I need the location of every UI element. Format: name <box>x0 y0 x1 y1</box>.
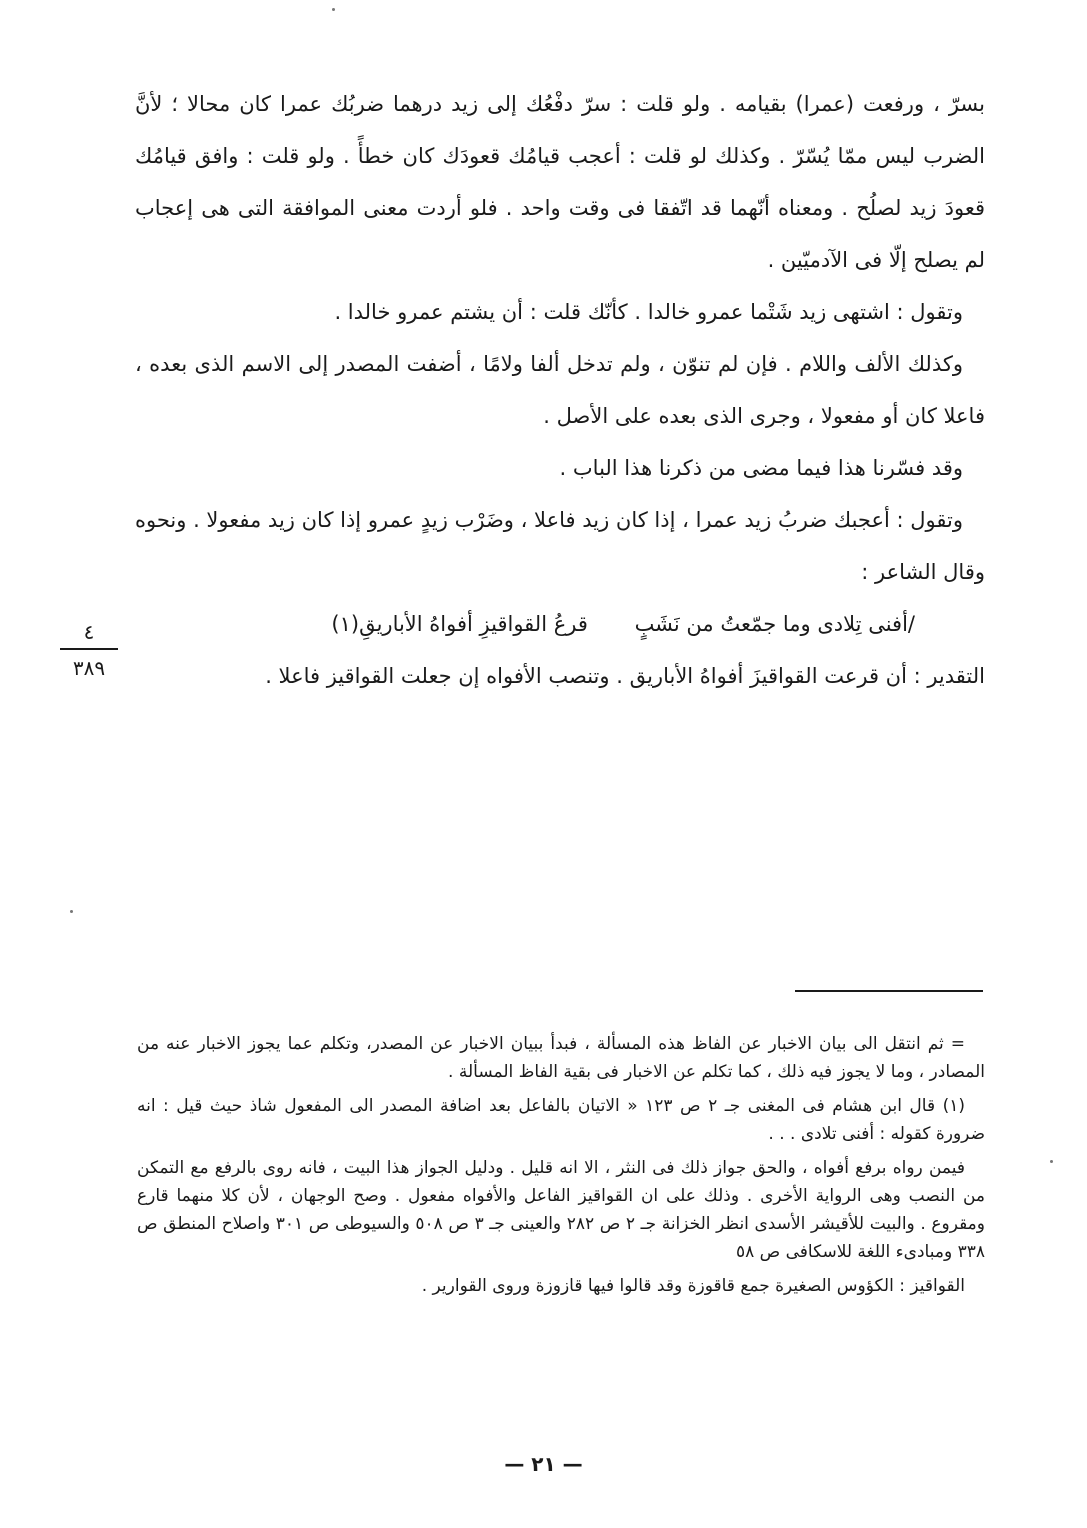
footnote: فيمن رواه برفع أفواه ، والحق جواز ذلك فى النثر ، الا انه قليل . ودليل الجواز هذا البيت ، فانه روى بالرفع مع التمكن من النصب وهى الرواية الأخرى . وذلك على ان القواقيز الفاعل والأفواه مفعول . وصح الوجهان ، لأن كلا منهما قارع ومقروع . والبيت للأقيشر الأسدى انظر الخزانة جـ ٢ ص ٢٨٢ والعينى جـ ٣ ص ٥٠٨ والسيوطى ص ٣٠١ واصلاح المنطق ص ٣٣٨ ومبادىء اللغة للاسكافى ص ٥٨ <box>137 1158 985 1262</box>
footnote: القواقيز : الكؤوس الصغيرة جمع قاقوزة وقد قالوا فيها قازوزة وروى القوارير . <box>421 1276 965 1296</box>
verse-second-hemistich: قرعُ القواقيزِ أفواهُ الأباريقِ(١) <box>331 612 588 636</box>
poetry-verse <box>135 598 985 650</box>
page-number: — ٢١ — <box>504 1452 583 1476</box>
scan-speck <box>1050 1160 1053 1163</box>
main-paragraph: وكذلك الألف واللام . فإن لم تنوّن ، ولم تدخل ألفا ولامًا ، أضفت المصدر إلى الاسم الذى بعده ، فاعلا كان أو مفعولا ، وجرى الذى بعده على الأصل . <box>135 352 985 428</box>
main-paragraph: وتقول : اشتهى زيد شَتْما عمرو خالدا . كأنّك قلت : أن يشتم عمرو خالدا . <box>334 300 963 324</box>
margin-reference <box>60 620 118 680</box>
footnotes <box>137 1030 985 1306</box>
main-paragraph: وقد فسّرنا هذا فيما مضى من ذكرنا هذا الباب . <box>559 456 963 480</box>
footnote: (١) قال ابن هشام فى المغنى جـ ٢ ص ١٢٣ « الاتيان بالفاعل بعد اضافة المصدر الى المفعول شاذ حيث قيل : انه ضرورة كقوله : أفنى تلادى . . . <box>137 1096 985 1144</box>
main-paragraph: التقدير : أن قرعت القواقيزَ أفواهُ الأباريق . وتنصب الأفواه إن جعلت القواقيز فاعلا . <box>265 664 985 688</box>
main-text <box>135 78 985 702</box>
footnote: = ثم انتقل الى بيان الاخبار عن الفاظ هذه المسألة ، فبدأ ببيان الاخبار عن المصدر، وتكلم عما يجوز الاخبار عنه من المصادر ، وما لا يجوز فيه ذلك ، كما تكلم عن الاخبار فى بقية الفاظ المسألة . <box>137 1034 985 1082</box>
scan-speck <box>332 8 335 11</box>
main-paragraph: وتقول : أعجبك ضربُ زيد عمرا ، إذا كان زيد فاعلا ، وضَرْب زيدٍ عمرو إذا كان زيد مفعولا . ونحوه وقال الشاعر : <box>135 508 985 584</box>
footnote-separator <box>795 990 983 992</box>
margin-page: ٣٨٩ <box>72 656 106 680</box>
margin-volume: ٤ <box>60 620 118 650</box>
main-paragraph: بسرّ ، ورفعت (عمرا) بقيامه . ولو قلت : سرّ دفْعُك إلى زيد درهما ضربُك عمرا كان محالا ؛ لأنَّ الضرب ليس ممّا يُسّرّ . وكذلك لو قلت : أعجب قيامُك قعودَك كان خطأً . ولو قلت : وافق قيامُك قعودَ زيد لصلُح . ومعناه أنّهما قد اتّفقا فى وقت واحد . فلو أردت معنى الموافقة التى هى إعجاب لم يصلح إلّا فى الآدميّين . <box>135 92 985 272</box>
scan-speck <box>70 910 73 913</box>
verse-first-hemistich: /أفنى تِلادى وما جمّعتُ من نَشَبٍ <box>634 612 915 636</box>
